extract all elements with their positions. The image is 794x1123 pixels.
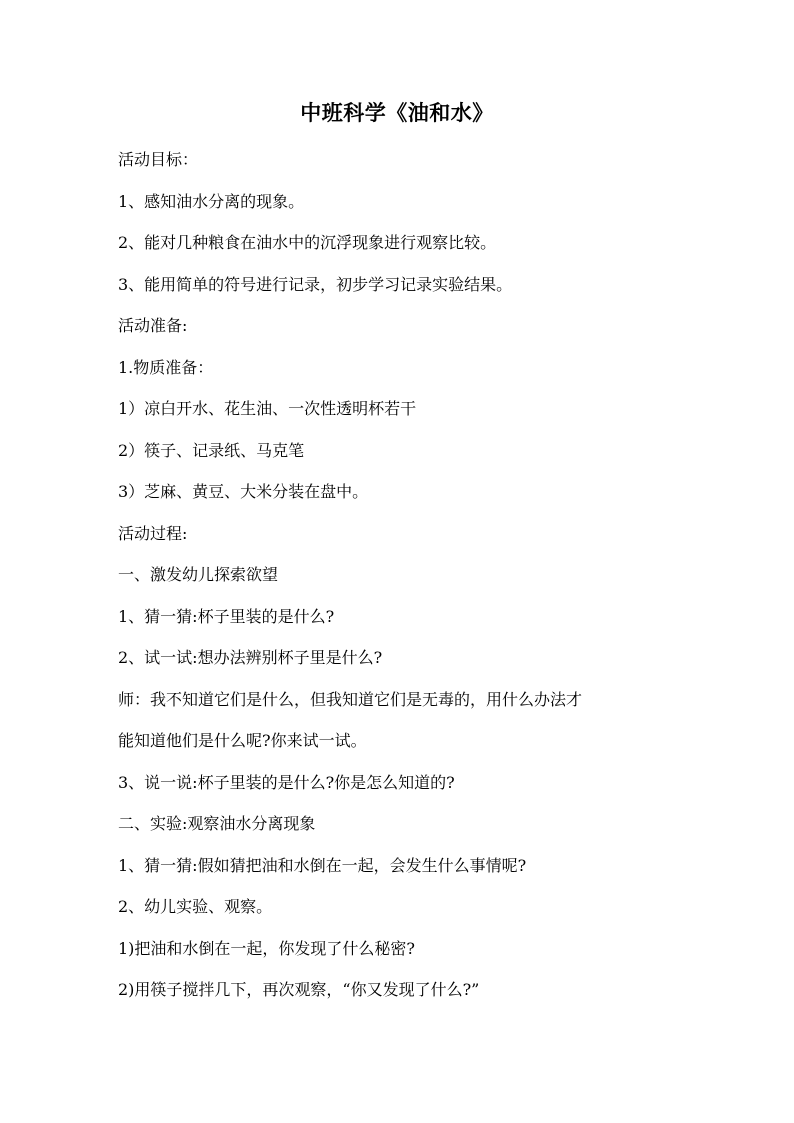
- process-part-2-heading: 二、实验:观察油水分离现象: [118, 814, 316, 833]
- process-step-say: 3、说一说:杯子里装的是什么?你是怎么知道的?: [118, 772, 455, 792]
- experiment-substep-1: 1)把油和水倒在一起，你发现了什么秘密?: [118, 938, 416, 958]
- goal-item-1: 1、感知油水分离的现象。: [118, 191, 305, 211]
- goal-item-3: 3、能用简单的符号进行记录，初步学习记录实验结果。: [118, 274, 513, 294]
- preparation-item-2: 2）筷子、记录纸、马克笔: [118, 440, 305, 460]
- process-step-guess: 1、猜一猜:杯子里装的是什么?: [118, 606, 335, 626]
- section-heading-goals: 活动目标：: [118, 150, 199, 169]
- teacher-line-1: 师：我不知道它们是什么，但我知道它们是无毒的，用什么办法才: [118, 689, 583, 709]
- preparation-item-1: 1）凉白开水、花生油、一次性透明杯若干: [118, 399, 417, 418]
- section-heading-process: 活动过程:: [118, 523, 188, 543]
- section-heading-preparation: 活动准备:: [118, 316, 188, 335]
- teacher-line-2: 能知道他们是什么呢?你来试一试。: [118, 731, 367, 750]
- experiment-step-observe: 2、幼儿实验、观察。: [118, 897, 273, 916]
- experiment-substep-2: 2)用筷子搅拌几下，再次观察，“你又发现了什么?”: [118, 980, 480, 999]
- preparation-item-3: 3）芝麻、黄豆、大米分装在盘中。: [118, 482, 369, 501]
- document-title: 中班科学《油和水》: [300, 100, 494, 125]
- experiment-step-guess: 1、猜一猜:假如猜把油和水倒在一起，会发生什么事情呢?: [118, 855, 527, 875]
- process-part-1-heading: 一、激发幼儿探索欲望: [118, 565, 279, 584]
- goal-item-2: 2、能对几种粮食在油水中的沉浮现象进行观察比较。: [118, 233, 497, 252]
- preparation-subheading: 1.物质准备：: [118, 357, 214, 377]
- process-step-try: 2、试一试:想办法辨别杯子里是什么?: [118, 648, 383, 667]
- document-body: [118, 146, 678, 1018]
